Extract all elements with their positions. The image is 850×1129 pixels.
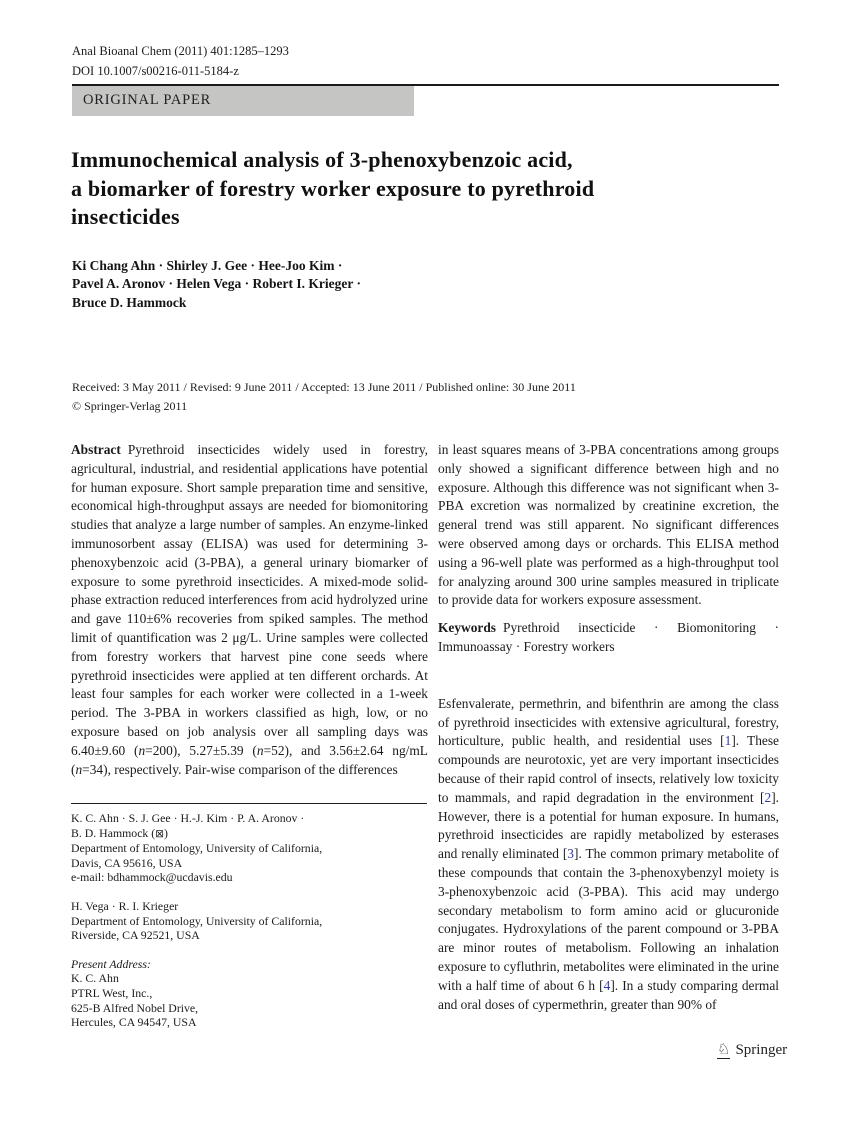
citation-link-2[interactable]: 2 xyxy=(764,789,772,805)
section-label: ORIGINAL PAPER xyxy=(83,92,212,108)
received-line: Received: 3 May 2011 / Revised: 9 June 2011 / Accepted: 13 June 2011 / Published online: 30 June 2011 xyxy=(72,380,576,394)
abstract-text: Pyrethroid insecticides widely used in forestry, agricultural, industrial, and residential applications have potential for human exposure. Short sample preparation time and sensitive, economical high-throughput assays are needed for biomonitoring studies that analyze a large number of samples. An enzyme-linked immunosorbent assay (ELISA) was used for determining 3-phenoxybenzoic acid (3-PBA), a general urinary biomarker of exposure to some pyrethroid insecticides. A mixed-mode solid-phase extraction reduced interferences from acid hydrolyzed urine and gave 110±6% recoveries from spiked samples. The method limit of quantification was 2 μg/L. Urine samples were collected from forestry workers that harvest pine cone seeds where pyrethroid insecticides were applied at ten different orchards. At least four samples for each worker were collected in a 1-week period. The 3-PBA in workers classified as high, low, or no exposure based on job analysis over all sampling days was 6.40±9.60 ( xyxy=(71,442,428,758)
article-history xyxy=(72,378,576,415)
springer-wordmark: Springer xyxy=(735,1042,788,1058)
springer-knight-icon: ♘ xyxy=(717,1040,731,1058)
intro-text: ]. These compounds are neurotoxic, yet are very important insecticides because of their rapid control of insects, relatively low toxicity to mammals, and rapid degradation in the environment [ xyxy=(438,733,779,805)
right-column xyxy=(438,441,779,1056)
footnote-line: K. C. Ahn xyxy=(71,971,119,986)
section-band xyxy=(72,86,414,116)
keywords-paragraph xyxy=(438,619,779,657)
author-line-3: Bruce D. Hammock xyxy=(72,294,187,310)
keywords-text: Pyrethroid insecticide · Biomonitoring · Immunoassay · Forestry workers xyxy=(438,620,779,654)
footnote-line: Hercules, CA 94547, USA xyxy=(71,1015,197,1030)
footnote-line: B. D. Hammock ( xyxy=(71,825,156,840)
paper-title xyxy=(71,146,594,232)
left-column xyxy=(71,441,428,801)
citation-link-1[interactable]: 1 xyxy=(724,733,732,749)
corresponding-author-line xyxy=(71,826,428,842)
title-line-3: insecticides xyxy=(71,204,180,229)
keywords-label: Keywords xyxy=(438,620,497,636)
present-address xyxy=(71,957,428,1030)
doi-line: DOI 10.1007/s00216-011-5184-z xyxy=(72,64,239,78)
intro-text: ]. The common primary metabolite of these compounds that contain the 3-phenoxybenzyl moiety is 3-phenoxybenzoic acid (3-PBA). This acid may undergo secondary metabolism to form amino acid or glucuronide conjugates. Hydroxylations of the parent compound or 3-PBA are minor routes of metabolism. Following an inhalation exposure to cyfluthrin, metabolites were eliminated in the urine with a half time of about 6 h [ xyxy=(438,846,779,993)
present-address-label: Present Address: xyxy=(71,956,151,971)
journal-ref: Anal Bioanal Chem (2011) 401:1285–1293 xyxy=(72,44,289,58)
footnote-rule xyxy=(71,803,427,804)
stat-n-symbol: n xyxy=(256,742,264,758)
abstract-paragraph xyxy=(71,441,428,779)
citation-link-3[interactable]: 3 xyxy=(567,846,574,862)
intro-text: ]. In a study comparing dermal and oral doses of cypermethrin, greater than 90% of xyxy=(438,977,779,1012)
abstract-text: =34), respectively. Pair-wise comparison of the differences xyxy=(82,761,398,777)
affiliation-riverside xyxy=(71,899,428,943)
intro-text: Esfenvalerate, permethrin, and bifenthrin are among the class of pyrethroid insecticides with extensive agricultural, forestry, horticulture, public health, and residential uses [ xyxy=(438,695,779,749)
copyright-line: © Springer-Verlag 2011 xyxy=(72,398,188,413)
citation-link-4[interactable]: 4 xyxy=(603,977,611,993)
intro-text: ]. However, there is a potential for human exposure. In humans, pyrethroid insecticides are rapidly metabolized by esterases and renally eliminated [ xyxy=(438,789,779,862)
introduction-paragraph xyxy=(438,695,779,1015)
footnote-line: Department of Entomology, University of California, xyxy=(71,841,323,856)
footnote-line: Riverside, CA 92521, USA xyxy=(71,928,200,943)
author-list xyxy=(72,257,361,312)
journal-header xyxy=(72,41,289,81)
email-line: e-mail: bdhammock@ucdavis.edu xyxy=(71,870,233,885)
footnote-line: ) xyxy=(164,825,168,840)
title-line-2: a biomarker of forestry worker exposure to pyrethroid xyxy=(71,175,595,201)
stat-n-symbol: n xyxy=(138,742,146,758)
footnote-line: K. C. Ahn · S. J. Gee · H.-J. Kim · P. A. Aronov · xyxy=(71,811,305,825)
title-line-1: Immunochemical analysis of 3-phenoxybenzoic acid, xyxy=(71,147,573,172)
footnote-line: PTRL West, Inc., xyxy=(71,985,153,1000)
author-line-1: Ki Chang Ahn · Shirley J. Gee · Hee-Joo Kim · xyxy=(72,258,343,273)
abstract-text: =52), and 3.56±2.64 ng/mL ( xyxy=(71,742,428,777)
stat-n-symbol: n xyxy=(75,761,83,777)
envelope-icon: ⊠ xyxy=(155,827,165,840)
abstract-label: Abstract xyxy=(71,442,121,457)
footnote-line: 625-B Alfred Nobel Drive, xyxy=(71,1000,199,1015)
author-line-2: Pavel A. Aronov · Helen Vega · Robert I. Krieger · xyxy=(72,276,361,292)
footnote-block xyxy=(71,811,428,1044)
footnote-line: H. Vega · R. I. Krieger xyxy=(71,898,179,913)
footnote-line: Department of Entomology, University of California, xyxy=(71,913,323,928)
abstract-text: =200), 5.27±5.39 ( xyxy=(145,742,257,758)
abstract-continuation: in least squares means of 3-PBA concentrations among groups only showed a significant difference between high and no exposure. Although this difference was not significant when 3-PBA excretion was normalized by creatinine excretion, the general trend was still apparent. No significant differences were observed among days or orchards. This ELISA method using a 96-well plate was performed as a high-throughput tool for analyzing around 300 urine samples measured in triplicate to provide data for workers exposure assessment. xyxy=(438,442,779,608)
affiliation-davis xyxy=(71,811,428,885)
footnote-line: Davis, CA 95616, USA xyxy=(71,855,183,870)
springer-logo xyxy=(717,1042,787,1059)
